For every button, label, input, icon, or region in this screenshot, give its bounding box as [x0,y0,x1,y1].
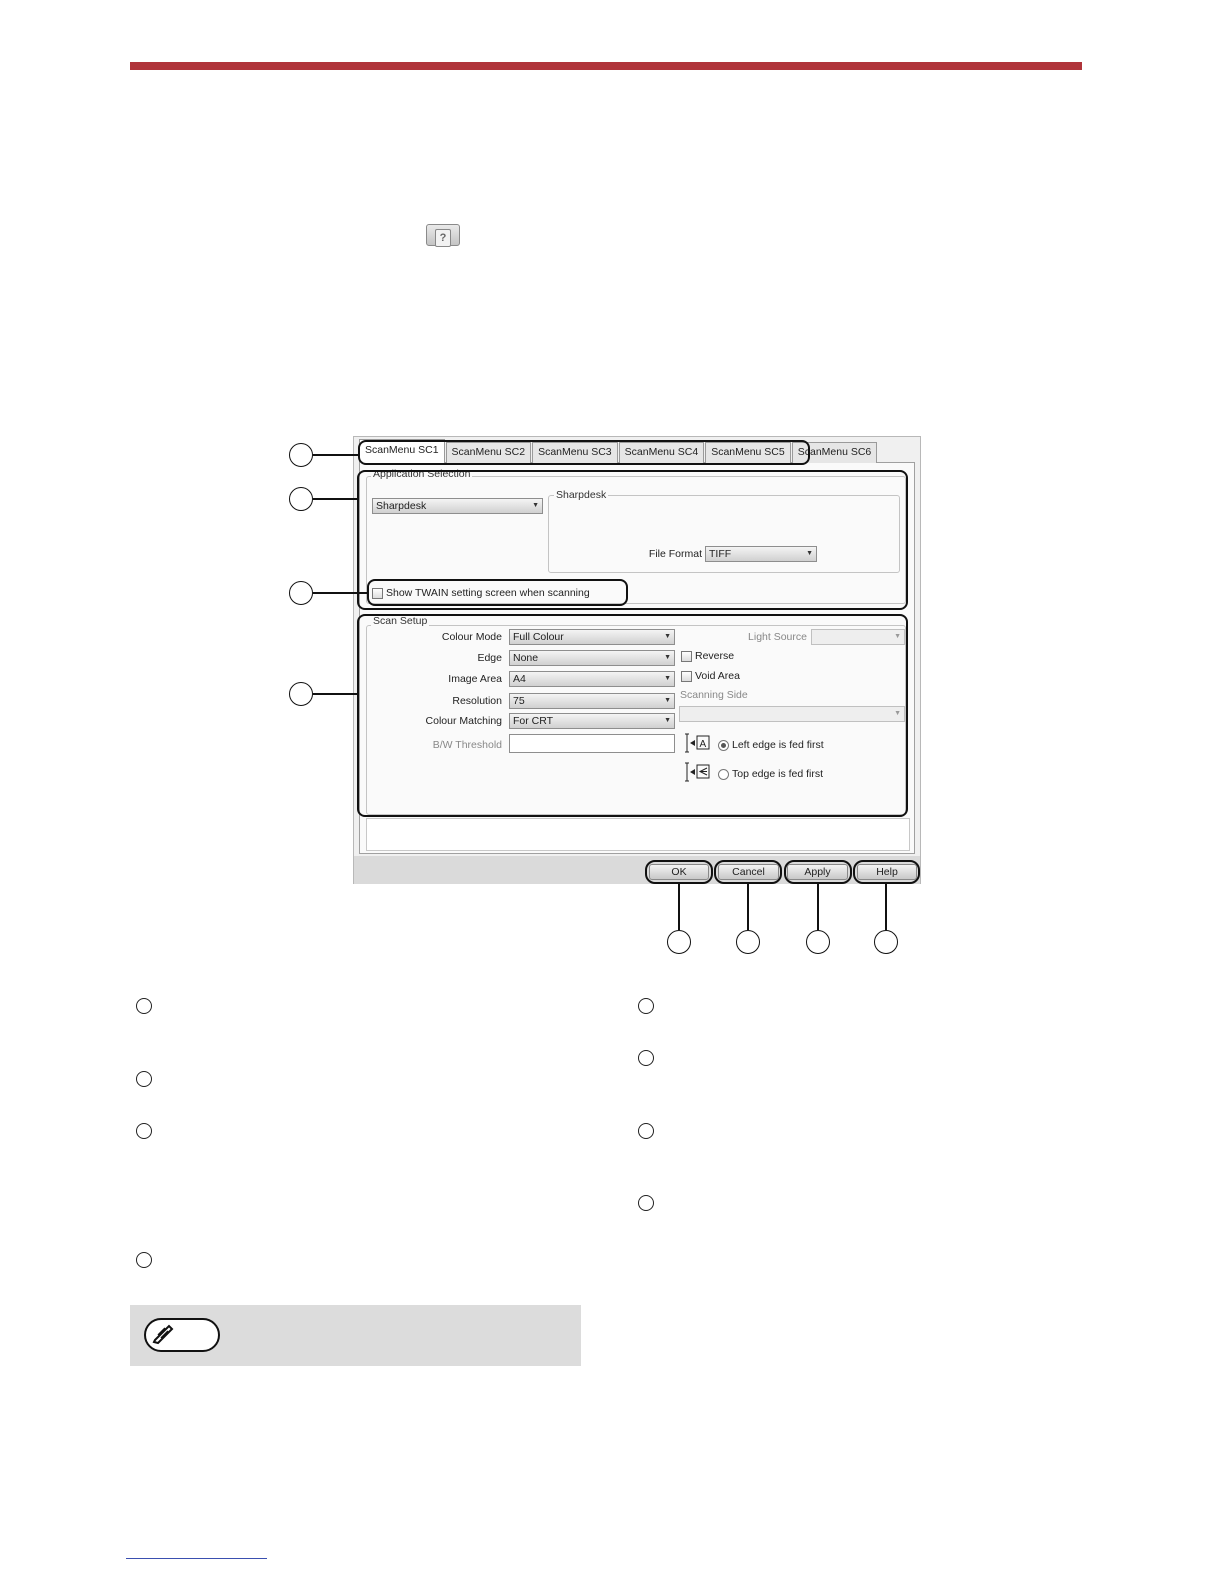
note-pencil-badge [144,1318,220,1352]
pencil-icon [144,1318,220,1352]
left-edge-label: Left edge is fed first [732,739,824,751]
bw-threshold-label: B/W Threshold [432,739,502,751]
dropdown-arrow-icon: ▼ [664,697,671,704]
tab-scanmenu-sc3[interactable]: ScanMenu SC3 [532,442,618,463]
svg-text:A: A [699,739,707,750]
image-area-value: A4 [513,673,526,685]
list-number-circle [638,1195,654,1211]
tab-scanmenu-sc6[interactable]: ScanMenu SC6 [792,442,878,463]
leader-line [747,884,749,930]
help-button[interactable]: Help [857,864,917,880]
dropdown-arrow-icon: ▼ [664,675,671,682]
dropdown-arrow-icon: ▼ [806,550,813,557]
callout-number-circle [736,930,760,954]
dropdown-arrow-icon: ▼ [894,710,901,717]
leader-line [313,592,368,594]
leader-line [817,884,819,930]
callout-number-circle [289,487,313,511]
tab-scanmenu-sc4[interactable]: ScanMenu SC4 [619,442,705,463]
cancel-button[interactable]: Cancel [718,864,779,880]
leader-line [313,693,358,695]
footer-link-underline [126,1558,267,1559]
file-format-value: TIFF [709,548,732,560]
callout-cancel [714,860,782,884]
file-format-label: File Format [648,548,702,560]
list-number-circle [638,1123,654,1139]
colour-mode-value: Full Colour [513,631,564,643]
question-icon: ? [435,229,451,247]
leader-line [313,498,358,500]
sharpdesk-subgroup-label: Sharpdesk [556,489,607,501]
dropdown-arrow-icon: ▼ [664,633,671,640]
resolution-value: 75 [513,695,525,707]
scan-setup-label: Scan Setup [373,615,428,627]
list-number-circle [136,998,152,1014]
callout-number-circle [806,930,830,954]
dropdown-arrow-icon: ▼ [664,717,671,724]
callout-tabs [358,440,810,465]
edge-value: None [513,652,539,664]
leader-line [885,884,887,930]
colour-matching-label: Colour Matching [425,715,502,727]
ok-button[interactable]: OK [649,864,709,880]
tab-scanmenu-sc5[interactable]: ScanMenu SC5 [705,442,791,463]
list-number-circle [136,1123,152,1139]
callout-number-circle [289,581,313,605]
scanning-side-label: Scanning Side [680,689,748,701]
colour-mode-label: Colour Mode [441,631,502,643]
leader-line [313,454,359,456]
dropdown-arrow-icon: ▼ [894,633,901,640]
light-source-label: Light Source [748,631,807,643]
callout-ok [645,860,713,884]
tab-scanmenu-sc1[interactable]: ScanMenu SC1 [359,439,445,463]
application-selection-label: Application Selection [373,468,471,480]
header-accent-bar [130,62,1082,70]
list-number-circle [136,1071,152,1087]
leader-line [678,884,680,930]
list-number-circle [638,1050,654,1066]
callout-number-circle [289,682,313,706]
help-question-icon [426,224,460,246]
callout-twain [367,579,628,606]
apply-button[interactable]: Apply [787,864,848,880]
list-number-circle [638,998,654,1014]
callout-help [853,860,920,884]
image-area-label: Image Area [448,673,502,685]
dropdown-arrow-icon: ▼ [664,654,671,661]
callout-number-circle [289,443,313,467]
top-edge-label: Top edge is fed first [732,768,824,780]
dropdown-arrow-icon: ▼ [532,502,539,509]
tab-scanmenu-sc2[interactable]: ScanMenu SC2 [446,442,532,463]
callout-number-circle [874,930,898,954]
edge-label: Edge [477,652,502,664]
list-number-circle [136,1252,152,1268]
callout-number-circle [667,930,691,954]
callout-scan-setup [357,614,908,817]
void-area-label: Void Area [695,670,740,682]
colour-matching-value: For CRT [513,715,554,727]
panel-lower-area [366,818,910,851]
application-select-value: Sharpdesk [376,500,427,512]
resolution-label: Resolution [452,695,502,707]
callout-apply [784,860,852,884]
reverse-label: Reverse [695,650,735,662]
twain-checkbox-label: Show TWAIN setting screen when scanning [386,587,590,599]
